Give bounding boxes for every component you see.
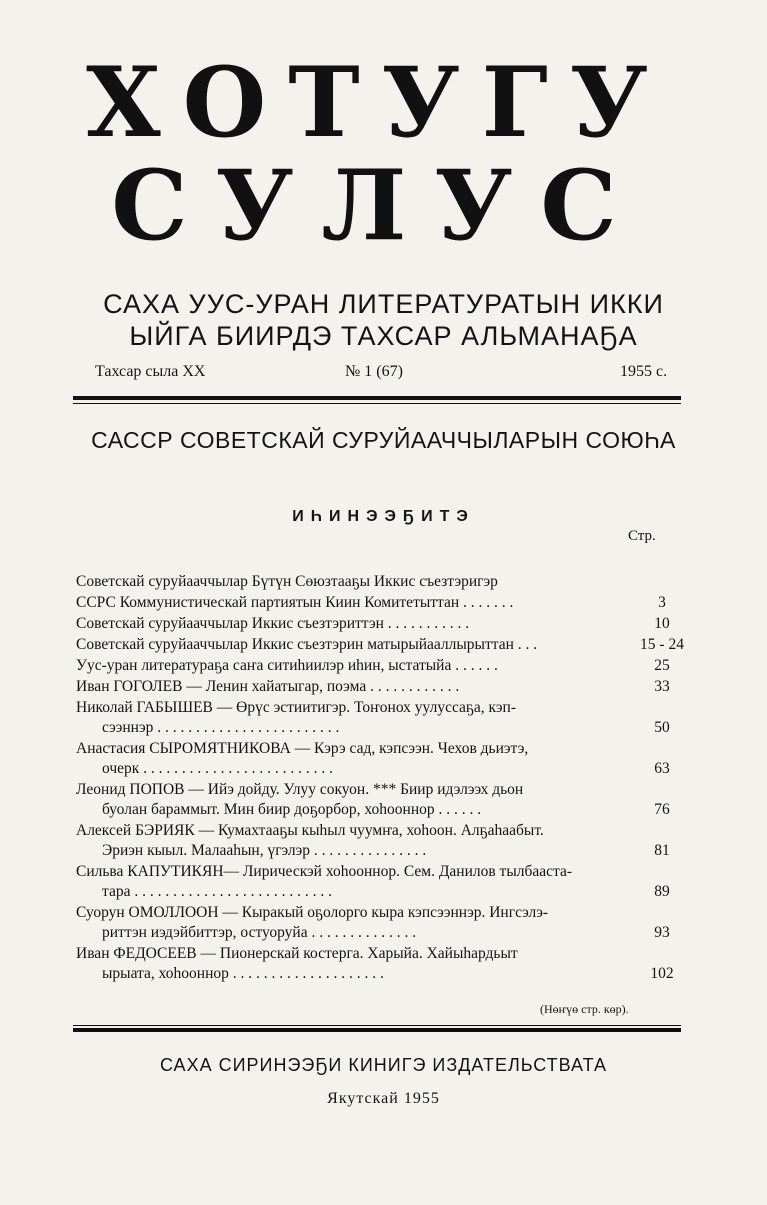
toc-entry — [76, 593, 686, 613]
toc-entry-page: 25 — [654, 657, 670, 674]
writers-union-heading: САССР СОВЕТСКАЙ СУРУЙААЧЧЫЛАРЫН СОЮҺА — [91, 427, 676, 453]
year-label: Тахсар сыла XX — [95, 363, 206, 380]
toc-entry-page: 33 — [654, 678, 670, 695]
toc-entry-continuation: риттэн иэдэйбиттэр, остуоруйа . . . . . . . . . . . . . . — [102, 924, 417, 941]
toc-entry — [76, 739, 686, 779]
city-year: Якутскай 1955 — [327, 1090, 440, 1107]
toc-entry-page: 10 — [654, 615, 670, 632]
toc-entry — [76, 635, 686, 655]
divider-rule — [73, 1028, 681, 1032]
page-column-label: Стр. — [628, 528, 656, 544]
toc-entry-continuation: буолан бараммыт. Мин биир доҕорбор, хоһооннор . . . . . . — [102, 801, 482, 818]
toc-entry-page: 89 — [654, 883, 670, 900]
toc-entry — [76, 821, 686, 861]
toc-entry-page: 102 — [650, 965, 674, 982]
subtitle-line-2: ЫЙГА БИИРДЭ ТАХСАР АЛЬМАНАҔА — [129, 321, 638, 351]
toc-entry-page: 63 — [654, 760, 670, 777]
toc-entry — [76, 677, 686, 697]
contents-title: ИҺИНЭЭҔИТЭ — [292, 508, 475, 525]
toc-entry — [76, 572, 686, 592]
issue-number: № 1 (67) — [345, 363, 403, 380]
toc-entry-title: Советскай суруйааччылар Иккис съезтэриттэн . . . . . . . . . . . — [76, 615, 470, 632]
toc-entry-title: Леонид ПОПОВ — Ийэ дойду. Улуу сокуон. *** Биир идэлээх дьон — [76, 781, 524, 798]
toc-entry-title: Анастасия СЫРОМЯТНИКОВА — Кэрэ сад, кэпсээн. Чехов дьиэтэ, — [76, 740, 529, 757]
toc-entry-page: 3 — [658, 594, 666, 611]
toc-entry-title: ССРС Коммунистическай партиятын Киин Комитетыттан . . . . . . . — [76, 594, 514, 611]
toc-entry-continuation: Эриэн кыыл. Малааһын, үгэлэр . . . . . . . . . . . . . . . — [102, 842, 427, 859]
toc-entry-title: Алексей БЭРИЯК — Кумахтааҕы кыһыл чуумҥа, хоһоон. Алҕаһаабыт. — [76, 822, 544, 839]
toc-entry-title: Сильва КАПУТИКЯН— Лирическэй хоһооннор. Сем. Данилов тылбааста- — [76, 863, 572, 880]
masthead-line-2: СУЛУС — [111, 149, 645, 262]
toc-entry-title: Уус-уран литератураҕа саҥа ситиһиилэр иһин, ыстатыйа . . . . . . — [76, 657, 498, 674]
subtitle-line-1: САХА УУС-УРАН ЛИТЕРАТУРАТЫН ИККИ — [103, 289, 664, 319]
toc-entry-page: 15 - 24 — [640, 636, 684, 653]
toc-entry-page: 76 — [654, 801, 670, 818]
divider-rule — [73, 396, 681, 400]
toc-entry-continuation: сээннэр . . . . . . . . . . . . . . . . . . . . . . . . — [102, 719, 340, 736]
toc-entry — [76, 903, 686, 943]
toc-entry-page: 93 — [654, 924, 670, 941]
toc-entry-continuation: очерк . . . . . . . . . . . . . . . . . . . . . . . . . — [102, 760, 334, 777]
toc-entry-page: 81 — [654, 842, 670, 859]
masthead-line-1: ХОТУГУ — [86, 46, 670, 159]
divider-rule — [73, 403, 681, 404]
toc-entry-title: Иван ГОГОЛЕВ — Ленин хайатыгар, поэма . . . . . . . . . . . . — [76, 678, 460, 695]
toc-entry-title: Иван ФЕДОСЕЕВ — Пионерскай костерга. Харыйа. Хайыһардьыт — [76, 945, 518, 962]
toc-entry-continuation: ырыата, хоһооннор . . . . . . . . . . . . . . . . . . . . — [102, 965, 384, 982]
toc-entry — [76, 698, 686, 738]
toc-entry-title: Николай ГАБЫШЕВ — Өрүс эстиитигэр. Тоҥонох уулуссаҕа, кэп- — [76, 699, 516, 716]
next-page-note: (Нөҥүө стр. көр). — [540, 1002, 629, 1016]
toc-entry — [76, 614, 686, 634]
toc-entry-title: Советскай суруйааччылар Бүтүн Сөюзтааҕы Иккис съезтэригэр — [76, 573, 498, 590]
toc-entry-title: Суорун ОМОЛЛООН — Кыракый оҕолорго кыра кэпсээннэр. Ингсэлэ- — [76, 904, 549, 921]
toc-entry — [76, 862, 686, 902]
toc-entry-continuation: тара . . . . . . . . . . . . . . . . . . . . . . . . . . — [102, 883, 332, 900]
table-of-contents — [76, 572, 686, 985]
divider-rule — [73, 1025, 681, 1026]
publisher-name: САХА СИРИНЭЭҔИ КИНИГЭ ИЗДАТЕЛЬСТВАТА — [159, 1055, 608, 1075]
toc-entry-title: Советскай суруйааччылар Иккис съезтэрин матырыйааллырыттан . . . — [76, 636, 538, 653]
toc-entry — [76, 656, 686, 676]
issue-date: 1955 с. — [620, 363, 668, 380]
toc-entry — [76, 944, 686, 984]
toc-entry — [76, 780, 686, 820]
toc-entry-page: 50 — [654, 719, 670, 736]
